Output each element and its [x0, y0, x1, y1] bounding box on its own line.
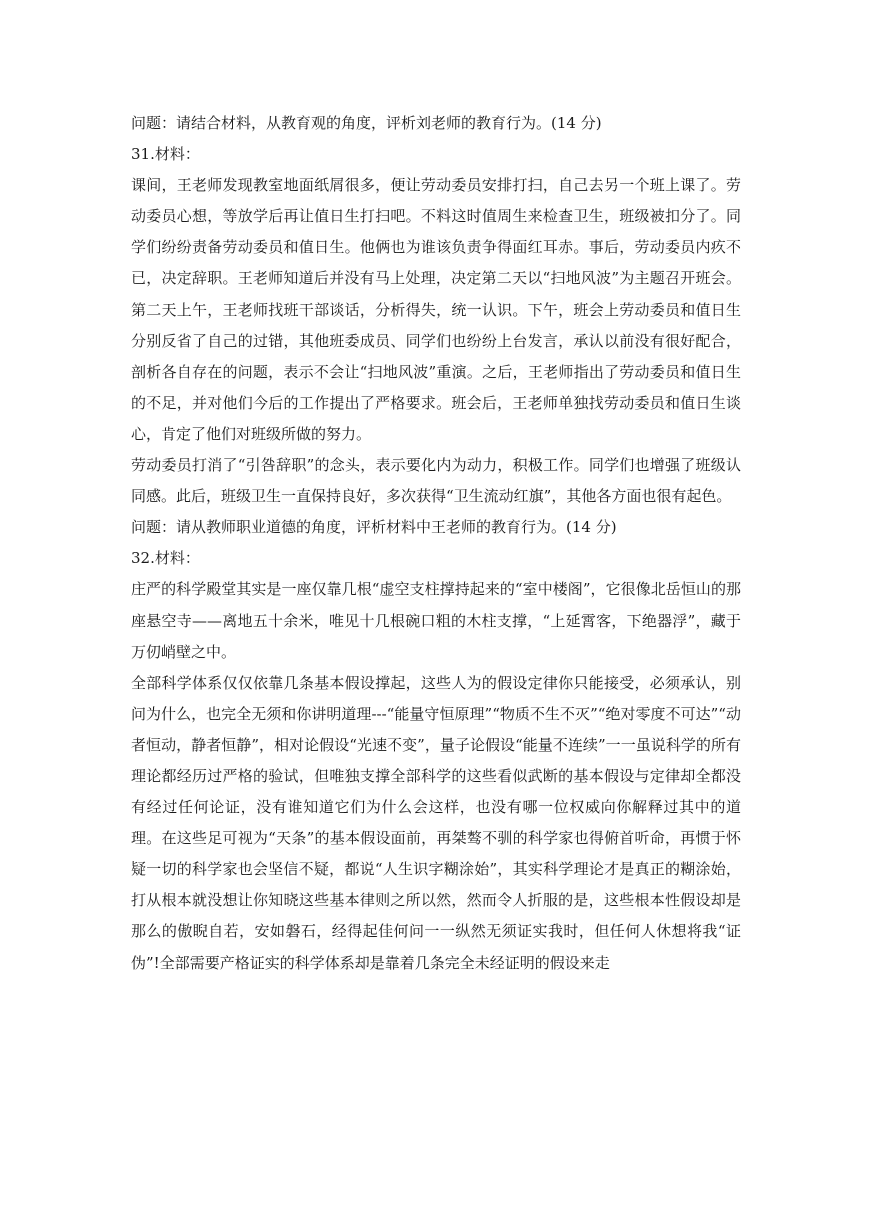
question-32-heading: 32.材料： — [131, 549, 200, 568]
question-31-heading: 31.材料： — [131, 145, 200, 164]
question-30-prompt: 问题：请结合材料，从教育观的角度，评析刘老师的教育行为。(14 分) — [131, 114, 602, 132]
question-31-prompt: 问题：请从教师职业道德的角度，评析材料中王老师的教育行为。(14 分) — [131, 518, 617, 537]
material-31-paragraph-1: 课间，王老师发现教室地面纸屑很多，便让劳动委员安排打扫，自己去另一个班上课了。劳动委员心想，等放学后再让值日生打扫吧。不料这时值周生来检查卫生，班级被扣分了。同学们纷纷责备劳动委员和值日生。他俩也为谁该负责争得面红耳赤。事后，劳动委员内疚不已，决定辞职。王老师知道后并没有马上处理，决定第二天以“扫地风波”为主题召开班会。第二天上午，王老师找班干部谈话，分析得失，统一认识。下午，班会上劳动委员和值日生分别反省了自己的过错，其他班委成员、同学们也纷纷上台发言，承认以前没有很好配合，剖析各自存在的问题，表示不会让“扫地风波”重演。之后，王老师指出了劳动委员和值日生的不足，并对他们今后的工作提出了严格要求。班会后，王老师单独找劳动委员和值日生谈心，肯定了他们对班级所做的努力。 — [131, 176, 741, 443]
material-32-paragraph-2: 全部科学体系仅仅依靠几条基本假设撑起，这些人为的假设定律你只能接受，必须承认，别问为什么，也完全无须和你讲明道理---“能量守恒原理”“物质不生不灭”“绝对零度不可达”“动者恒动，静者恒静”，相对论假设“光速不变”，量子论假设“能量不连续”一一虽说科学的所有理论都经历过严格的验试，但唯独支撑全部科学的这些看似武断的基本假设与定律却全都没有经过任何论证，没有谁知道它们为什么会这样，也没有哪一位权威向你解释过其中的道理。在这些足可视为“天条”的基本假设面前，再桀骜不驯的科学家也得俯首听命，再惯于怀疑一切的科学家也会坚信不疑，都说“人生识字糊涂始”，其实科学理论才是真正的糊涂始，打从根本就没想让你知晓这些基本律则之所以然，然而令人折服的是，这些根本性假设却是那么的傲睨自若，安如磐石，经得起佳何问一一纵然无须证实我时，但任何人休想将我“证伪”!全部需要产格证实的科学体系却是靠着几条完全未经证明的假设来走 — [131, 673, 741, 972]
material-31-paragraph-2: 劳动委员打消了“引咎辞职”的念头，表示要化内为动力，积极工作。同学们也增强了班级认同感。此后，班级卫生一直保持良好，多次获得“卫生流动红旗”，其他各方面也很有起色。 — [131, 456, 741, 506]
material-32-paragraph-1: 庄严的科学殿堂其实是一座仅靠几根“虚空支柱撑持起来的“室中楼阁”，它很像北岳恒山的那座悬空寺——离地五十余米，唯见十几根碗口粗的木柱支撑，“上延霄客，下绝器浮”，藏于万仞峭壁之中。 — [131, 580, 741, 661]
document-body — [131, 108, 741, 979]
